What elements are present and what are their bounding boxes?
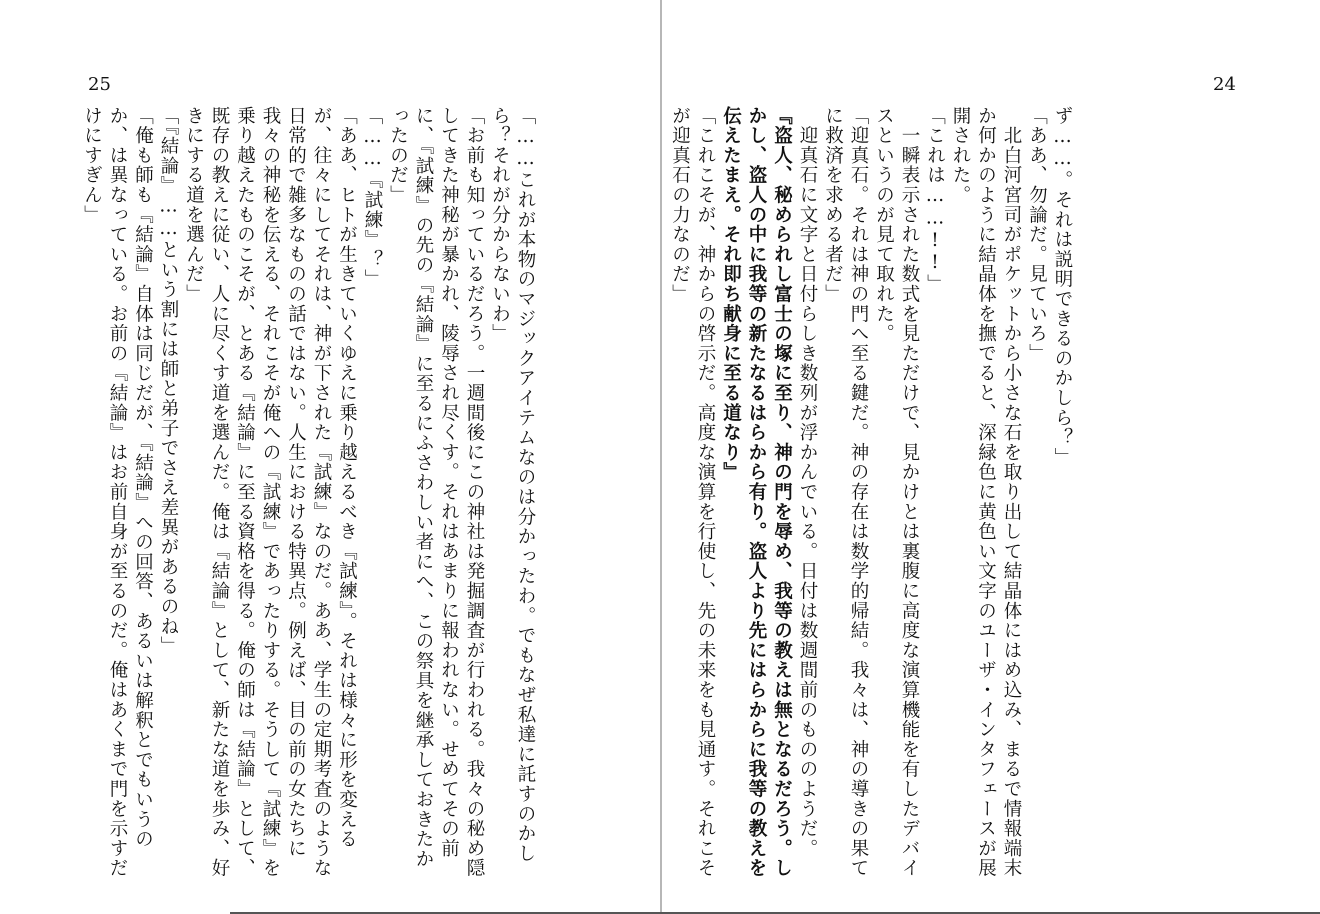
paragraph: 「……『試練』？」 — [362, 106, 383, 290]
paragraph: 「これは……!!」 — [924, 106, 946, 295]
paragraph: 一瞬表示された数式を見ただけで、見かけとは裏腹に高度な演算機能を有したデバイスというのが見て取れた。 — [873, 106, 920, 879]
paragraph: 迎真石に文字と日付らしき数列が浮かんでいる。日付は数週間前のもののようだ。 — [797, 106, 818, 859]
paragraph: ず……。それは説明できるのかしら？」 — [1052, 106, 1073, 468]
page-number: 24 — [1213, 74, 1236, 95]
revelation-paragraph: 『盗人、秘められし富士の塚に至り、神の門を辱め、我等の教えは無となるだろう。しかし、盗人の中に我等の新たなるはらから有り。盗人より先にはらからに我等の教えを伝えたまえ。それ即ち献身に至る道なり』 — [720, 106, 793, 879]
page-number: 25 — [88, 74, 111, 95]
right-page — [662, 0, 1320, 914]
body-text — [81, 106, 538, 886]
body-text — [669, 106, 1075, 886]
paragraph: 「ああ、ヒトが生きていくゆえに乗り越えるべき『試練』。それは様々に形を変えるが、往々にしてそれは、神が下された『試練』なのだ。ああ、学生の定期考査のような日常的で雑多なものの話ではない。人生における特異点。例えば、目の前の女たちに我々の神秘を伝える、それこそが俺への『試練』であったりする。そうして『試練』を乗り越えたものこそが、とある『結論』に至る資格を得る。俺の師は『結論』として、既存の教えに従い、人に尽くす道を選んだ。俺は『結論』として、新たな道を歩み、好きにする道を選んだ」 — [183, 106, 358, 879]
paragraph: 「『結論』……という割には師と弟子でさえ差異があるのね」 — [158, 106, 179, 657]
paragraph: 「俺も師も『結論』自体は同じだが、『結論』への回答、あるいは解釈とでもいうのか、は異なっている。お前の『結論』はお前自身が至るのだ。俺はあくまで門を示すだけにすぎん」 — [81, 106, 154, 879]
paragraph: 「ああ、勿論だ。見ていろ」 — [1026, 106, 1048, 364]
paragraph: 「……これが本物のマジックアイテムなのは分かったわ。でもなぜ私達に託すのかしら？それが分からないわ」 — [489, 106, 536, 864]
paragraph: 「お前も知っているだろう。一週間後にこの神社は発掘調査が行われる。我々の秘め隠してきた神秘が暴かれ、陵辱され尽くす。それはあまりに報われない。せめてその前に、『試練』の先の『結論』に至るにふさわしい者にへ、この祭具を継承しておきたかったのだ」 — [387, 106, 485, 879]
paragraph: 「これこそが、神からの啓示だ。高度な演算を行使し、先の未来をも見通す。それこそが迎真石の力なのだ」 — [669, 106, 716, 879]
paragraph: 「迎真石。それは神の門へ至る鍵だ。神の存在は数学的帰結。我々は、神の導きの果てに救済を求める者だ」 — [822, 106, 869, 879]
paragraph: 北白河宮司がポケットから小さな石を取り出して結晶体にはめ込み、まるで情報端末か何かのように結晶体を撫でると、深緑色に黄色い文字のユーザ・インタフェースが展開された。 — [950, 106, 1022, 879]
